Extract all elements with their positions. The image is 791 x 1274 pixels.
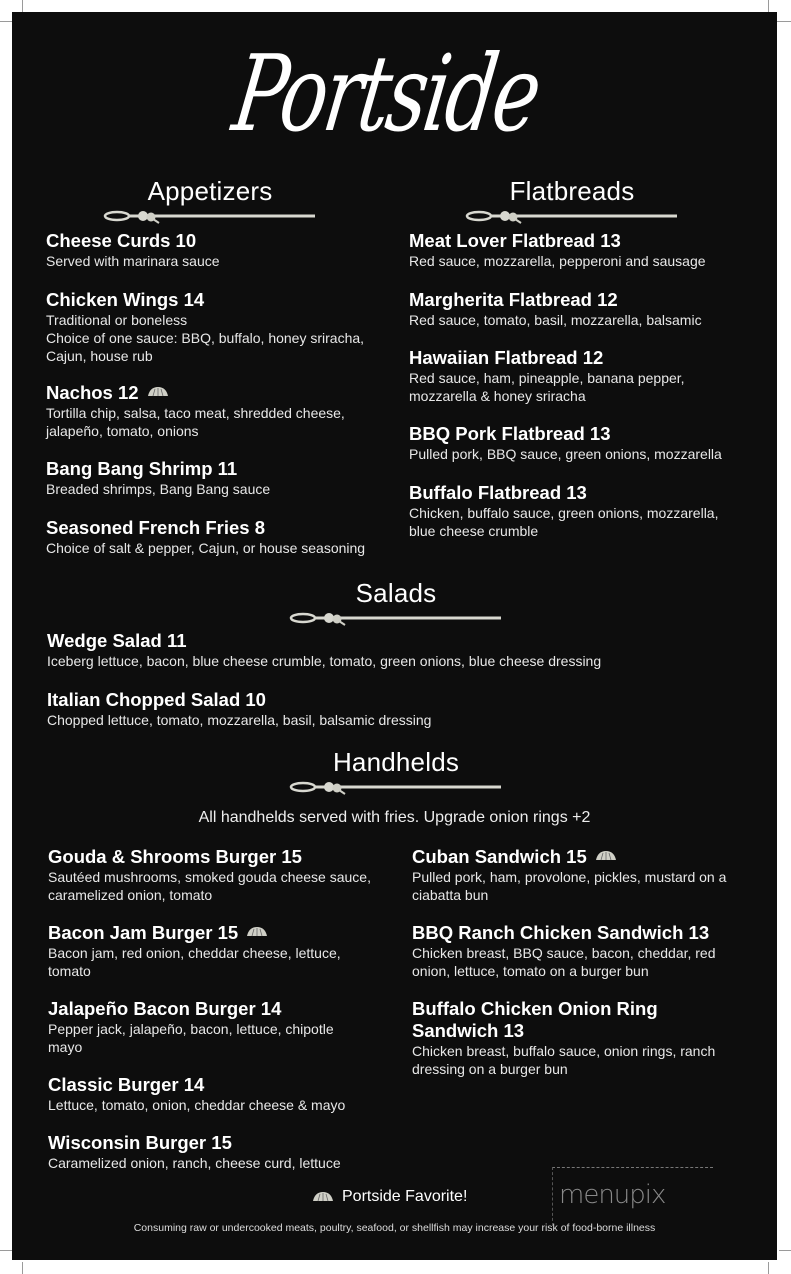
shell-icon [595, 850, 617, 862]
item-desc: Pulled pork, ham, provolone, pickles, mustard on a ciabatta bun [412, 869, 727, 903]
item-desc: Red sauce, mozzarella, pepperoni and sausage [409, 253, 706, 269]
shell-icon [312, 1191, 334, 1203]
section-title: Flatbreads [509, 176, 635, 206]
menu-item [409, 423, 754, 463]
item-name-row [412, 846, 752, 868]
item-name: Wedge Salad 11 [47, 630, 187, 651]
item-name: Bacon Jam Burger 15 [48, 922, 239, 943]
favorite-legend [312, 1188, 467, 1206]
crop-mark [779, 1250, 791, 1251]
item-desc: Tortilla chip, salsa, taco meat, shredded cheese, jalapeño, tomato, onions [46, 405, 345, 439]
menupix-watermark [552, 1167, 713, 1226]
item-name: Gouda & Shrooms Burger 15 [48, 846, 302, 867]
item-name: Classic Burger 14 [48, 1074, 205, 1095]
rope-divider-icon [465, 208, 679, 224]
logo-portside: Portside [226, 34, 546, 156]
menu-item [47, 630, 687, 670]
item-name: Buffalo Flatbread 13 [409, 482, 587, 503]
item-name: Buffalo Chicken Onion Ring Sandwich 13 [412, 998, 658, 1041]
crop-mark [0, 1250, 12, 1251]
item-desc: Sautéed mushrooms, smoked gouda cheese sauce, caramelized onion, tomato [48, 869, 371, 903]
item-desc: Chicken breast, BBQ sauce, bacon, cheddar, red onion, lettuce, tomato on a burger bun [412, 945, 716, 979]
food-safety-disclaimer: Consuming raw or undercooked meats, poultry, seafood, or shellfish may increase your risk of food-borne illness [133, 1222, 656, 1234]
section-title: Appetizers [147, 176, 273, 206]
section-header-appetizers [100, 176, 320, 224]
watermark-text: menupix [559, 1180, 666, 1210]
item-name: Meat Lover Flatbread 13 [409, 230, 621, 251]
handhelds-note: All handhelds served with fries. Upgrade onion rings +2 [198, 809, 591, 826]
item-desc: Served with marinara sauce [46, 253, 220, 269]
menu-item [48, 922, 378, 980]
item-name: Cheese Curds 10 [46, 230, 197, 251]
crop-mark [22, 1262, 23, 1274]
item-name: Jalapeño Bacon Burger 14 [48, 998, 282, 1019]
menu-panel [12, 12, 777, 1260]
crop-mark [768, 1262, 769, 1274]
menu-item [46, 517, 406, 557]
item-desc [46, 311, 391, 365]
menu-item [412, 922, 742, 980]
menu-item [48, 998, 368, 1056]
menu-item [48, 1074, 393, 1114]
menu-item [409, 347, 719, 405]
item-desc-line: Traditional or boneless [46, 312, 188, 328]
item-name: Cuban Sandwich 15 [412, 846, 587, 867]
item-name: Chicken Wings 14 [46, 289, 205, 310]
rope-divider-icon [289, 610, 503, 626]
item-name: Wisconsin Burger 15 [48, 1132, 232, 1153]
shell-icon [246, 926, 268, 938]
item-name-row [48, 922, 378, 944]
item-desc: Red sauce, tomato, basil, mozzarella, balsamic [409, 312, 702, 328]
menu-item [46, 230, 391, 270]
crop-mark [777, 21, 791, 22]
rope-divider-icon [103, 208, 317, 224]
menu-item [48, 1132, 393, 1172]
section-title: Salads [355, 578, 437, 608]
item-desc: Pulled pork, BBQ sauce, green onions, mozzarella [409, 446, 722, 462]
item-desc: Chicken breast, buffalo sauce, onion rings, ranch dressing on a burger bun [412, 1043, 716, 1077]
section-header-handhelds [286, 747, 506, 795]
item-name: Seasoned French Fries 8 [46, 517, 266, 538]
item-desc: Lettuce, tomato, onion, cheddar cheese & mayo [48, 1097, 346, 1113]
item-name: Margherita Flatbread 12 [409, 289, 618, 310]
item-desc: Pepper jack, jalapeño, bacon, lettuce, chipotle mayo [48, 1021, 334, 1055]
item-desc: Bacon jam, red onion, cheddar cheese, lettuce, tomato [48, 945, 341, 979]
item-name: Bang Bang Shrimp 11 [46, 458, 238, 479]
menu-item [409, 482, 739, 540]
menu-item [409, 289, 749, 329]
menu-item [47, 689, 687, 729]
item-desc: Chopped lettuce, tomato, mozzarella, basil, balsamic dressing [47, 712, 432, 728]
item-desc: Choice of salt & pepper, Cajun, or house seasoning [46, 540, 366, 556]
item-name: Nachos 12 [46, 382, 139, 403]
shell-icon [147, 386, 169, 398]
section-title: Handhelds [332, 747, 460, 777]
menu-item [46, 382, 391, 440]
section-header-salads [286, 578, 506, 626]
item-desc: Iceberg lettuce, bacon, blue cheese crumble, tomato, green onions, blue cheese dressing [47, 653, 602, 669]
item-desc: Caramelized onion, ranch, cheese curd, lettuce [48, 1155, 341, 1171]
rope-divider-icon [289, 779, 503, 795]
item-desc: Breaded shrimps, Bang Bang sauce [46, 481, 271, 497]
item-name: Italian Chopped Salad 10 [47, 689, 266, 710]
item-desc-line: Choice of one sauce: BBQ, buffalo, honey sriracha, Cajun, house rub [46, 330, 365, 364]
item-name: BBQ Pork Flatbread 13 [409, 423, 611, 444]
menu-item [46, 458, 391, 498]
item-name: Hawaiian Flatbread 12 [409, 347, 604, 368]
item-desc: Chicken, buffalo sauce, green onions, mozzarella, blue cheese crumble [409, 505, 719, 539]
menu-item [409, 230, 749, 270]
favorite-legend-text: Portside Favorite! [342, 1188, 468, 1205]
menu-item [46, 289, 391, 365]
item-desc: Red sauce, ham, pineapple, banana pepper, mozzarella & honey sriracha [409, 370, 685, 404]
menu-item [48, 846, 393, 904]
menu-item [412, 846, 752, 904]
item-name-row [46, 382, 391, 404]
section-header-flatbreads [462, 176, 682, 224]
item-name: BBQ Ranch Chicken Sandwich 13 [412, 922, 710, 943]
menu-item [412, 998, 732, 1078]
